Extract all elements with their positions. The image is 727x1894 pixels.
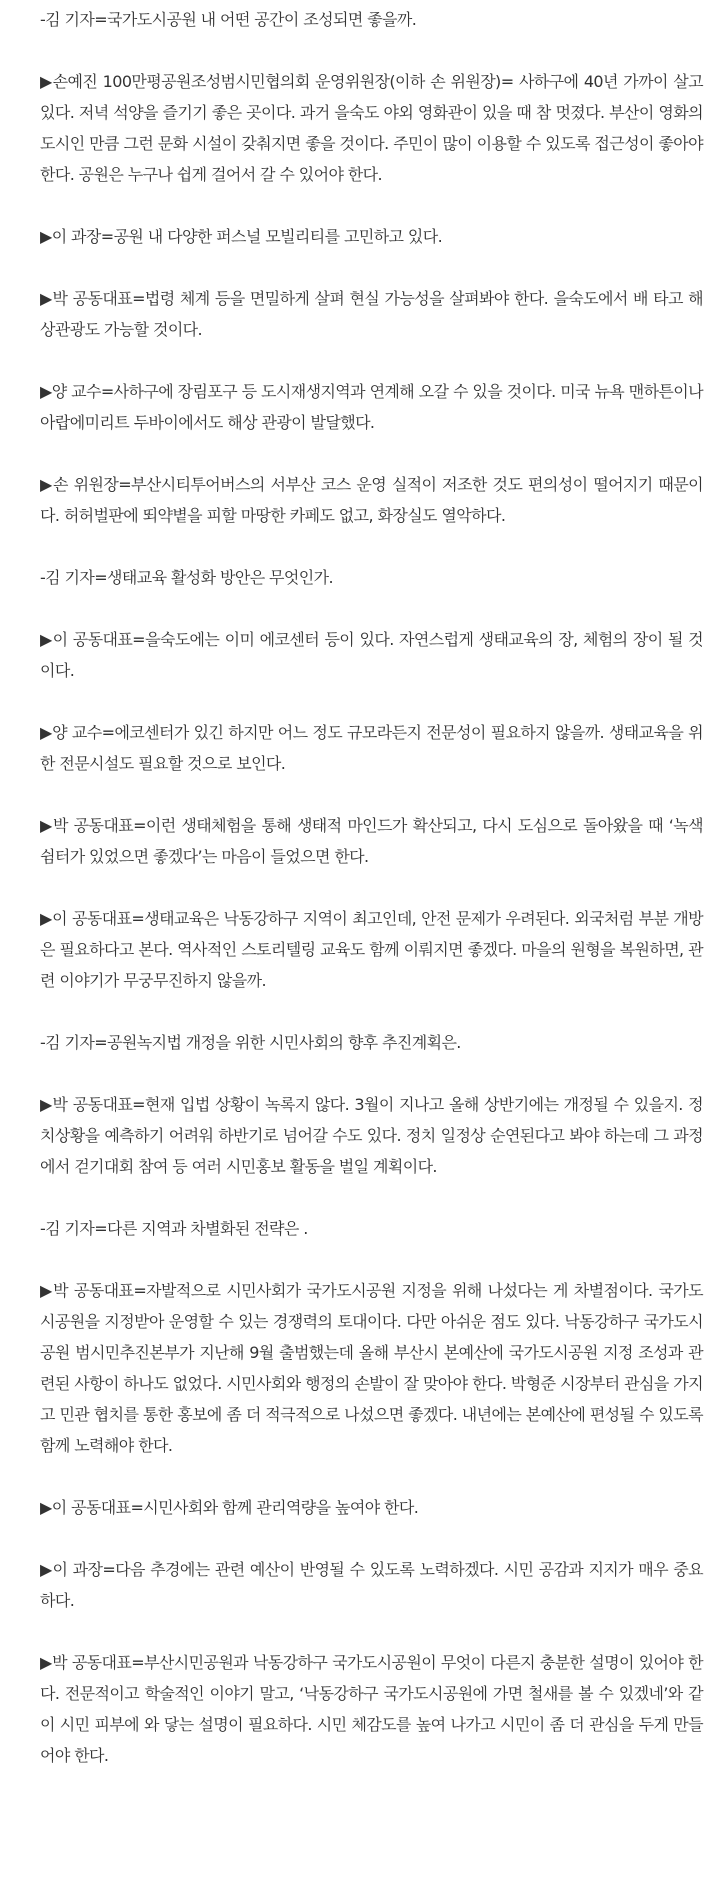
paragraph-answer-park-3: ▶박 공동대표=현재 입법 상황이 녹록지 않다. 3월이 지나고 올해 상반기에는 개정될 수 있을지. 정치상황을 예측하기 어려워 하반기로 넘어갈 수도 있다. 정치 일정상 순연된다고 봐야 하는데 그 과정에서 걷기대회 참여 등 여러 시민홍보 활동을 벌일 계획이다. bbox=[40, 1095, 703, 1176]
paragraph-answer-park-1: ▶박 공동대표=법령 체계 등을 면밀하게 살펴 현실 가능성을 살펴봐야 한다. 을숙도에서 배 타고 해상관광도 가능할 것이다. bbox=[40, 289, 703, 339]
paragraph-answer-lee-1: ▶이 과장=공원 내 다양한 퍼스널 모빌리티를 고민하고 있다. bbox=[40, 227, 443, 246]
paragraph-answer-park-5: ▶박 공동대표=부산시민공원과 낙동강하구 국가도시공원이 무엇이 다른지 충분한 설명이 있어야 한다. 전문적이고 학술적인 이야기 말고, ‘낙동강하구 국가도시공원에 가면 철새를 볼 수 있겠네’와 같이 시민 피부에 와 닿는 설명이 필요하다. 시민 체감도를 높여 나가고 시민이 좀 더 관심을 두게 만들어야 한다. bbox=[40, 1653, 703, 1765]
paragraph-answer-son-1: ▶손예진 100만평공원조성범시민협의회 운영위원장(이하 손 위원장)= 사하구에 40년 가까이 살고 있다. 저녁 석양을 즐기기 좋은 곳이다. 과거 을숙도 야외 영화관이 있을 때 참 멋졌다. 부산이 영화의 도시인 만큼 그런 문화 시설이 갖춰지면 좋을 것이다. 주민이 많이 이용할 수 있도록 접근성이 좋아야 한다. 공원은 누구나 쉽게 걸어서 갈 수 있어야 한다. bbox=[40, 72, 703, 184]
paragraph-answer-park-2: ▶박 공동대표=이런 생태체험을 통해 생태적 마인드가 확산되고, 다시 도심으로 돌아왔을 때 ‘녹색 쉼터가 있었으면 좋겠다’는 마음이 들었으면 한다. bbox=[40, 816, 703, 866]
paragraph-question-3: -김 기자=공원녹지법 개정을 위한 시민사회의 향후 추진계획은. bbox=[40, 1033, 461, 1052]
paragraph-question-2: -김 기자=생태교육 활성화 방안은 무엇인가. bbox=[40, 568, 333, 587]
paragraph-answer-park-4: ▶박 공동대표=자발적으로 시민사회가 국가도시공원 지정을 위해 나섰다는 게 차별점이다. 국가도시공원을 지정받아 운영할 수 있는 경쟁력의 토대이다. 다만 아쉬운 점도 있다. 낙동강하구 국가도시공원 범시민추진본부가 지난해 9월 출범했는데 올해 부산시 본예산에 국가도시공원 지정 조성과 관련된 사항이 하나도 없었다. 시민사회와 행정의 손발이 잘 맞아야 한다. 박형준 시장부터 관심을 가지고 민관 협치를 통한 홍보에 좀 더 적극적으로 나섰으면 좋겠다. 내년에는 본예산에 편성될 수 있도록 함께 노력해야 한다. bbox=[40, 1281, 703, 1455]
paragraph-answer-lee-3: ▶이 공동대표=생태교육은 낙동강하구 지역이 최고인데, 안전 문제가 우려된다. 외국처럼 부분 개방은 필요하다고 본다. 역사적인 스토리텔링 교육도 함께 이뤄지면 좋겠다. 마을의 원형을 복원하면, 관련 이야기가 무궁무진하지 않을까. bbox=[40, 909, 703, 990]
paragraph-answer-lee-4: ▶이 공동대표=시민사회와 함께 관리역량을 높여야 한다. bbox=[40, 1498, 419, 1517]
paragraph-answer-lee-5: ▶이 과장=다음 추경에는 관련 예산이 반영될 수 있도록 노력하겠다. 시민 공감과 지지가 매우 중요하다. bbox=[40, 1560, 703, 1610]
paragraph-question-1: -김 기자=국가도시공원 내 어떤 공간이 조성되면 좋을까. bbox=[40, 10, 417, 29]
paragraph-answer-son-2: ▶손 위원장=부산시티투어버스의 서부산 코스 운영 실적이 저조한 것도 편의성이 떨어지기 때문이다. 허허벌판에 뙤약볕을 피할 마땅한 카페도 없고, 화장실도 열악하다. bbox=[40, 475, 703, 525]
paragraph-question-4: -김 기자=다른 지역과 차별화된 전략은 . bbox=[40, 1219, 308, 1238]
paragraph-answer-yang-1: ▶양 교수=사하구에 장림포구 등 도시재생지역과 연계해 오갈 수 있을 것이다. 미국 뉴욕 맨하튼이나 아랍에미리트 두바이에서도 해상 관광이 발달했다. bbox=[40, 382, 703, 432]
paragraph-answer-yang-2: ▶양 교수=에코센터가 있긴 하지만 어느 정도 규모라든지 전문성이 필요하지 않을까. 생태교육을 위한 전문시설도 필요할 것으로 보인다. bbox=[40, 723, 703, 773]
paragraph-answer-lee-2: ▶이 공동대표=을숙도에는 이미 에코센터 등이 있다. 자연스럽게 생태교육의 장, 체험의 장이 될 것이다. bbox=[40, 630, 703, 680]
